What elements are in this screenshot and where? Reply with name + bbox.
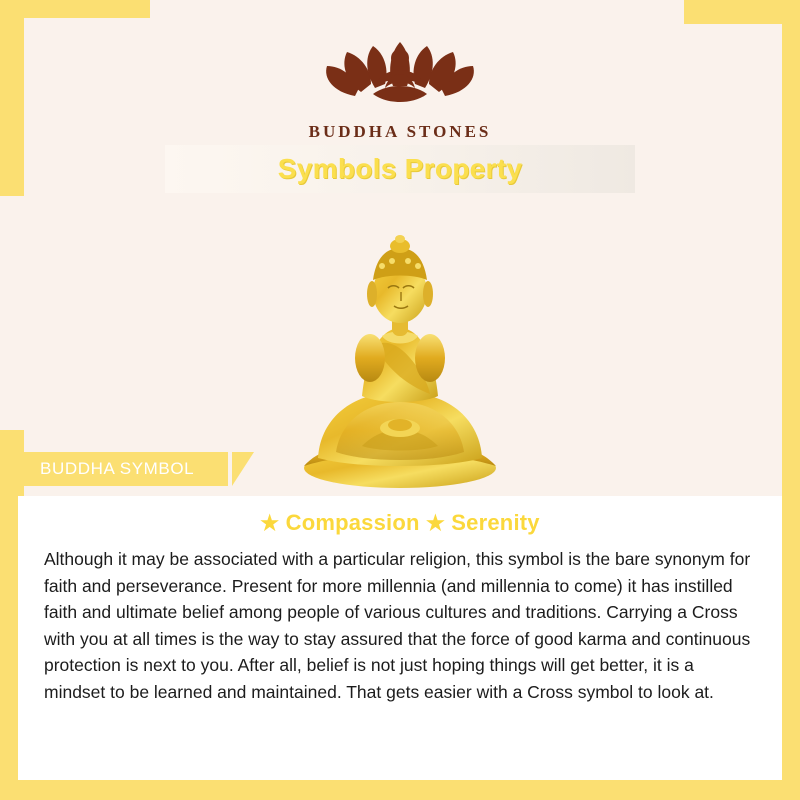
title-band	[165, 145, 635, 193]
content-card	[18, 496, 782, 780]
section-ribbon	[18, 452, 228, 486]
decor-bottom-strip	[18, 780, 800, 800]
golden-seated-buddha-illustration	[270, 196, 530, 496]
decor-top-right-strip	[684, 0, 782, 24]
star-icon-middle: ★	[425, 512, 445, 535]
brand-name: BUDDHA STONES	[308, 122, 492, 141]
hero-image	[0, 196, 800, 496]
section-ribbon-tail	[232, 452, 254, 486]
attribute-one: Compassion	[285, 510, 420, 535]
page-title: Symbols Property	[277, 153, 523, 184]
decor-top-left-strip	[0, 0, 150, 18]
section-ribbon-label: BUDDHA SYMBOL	[40, 459, 195, 478]
attributes-subtitle	[18, 510, 782, 536]
lotus-meditation-figure-icon	[315, 22, 485, 118]
brand-header	[0, 22, 800, 142]
description-paragraph: Although it may be associated with a particular religion, this symbol is the bare synonym for faith and perseverance. Present for more millennia (and millennia to come) it has instilled faith and ultimate belief among people of various cultures and traditions. Carrying a Cross with you at all times is the way to stay assured that the force of good karma and continuous protection is next to you. After all, belief is not just hoping things will get better, it is a mindset to be learned and maintained. That gets easier with a Cross symbol to look at.	[44, 549, 751, 702]
attribute-two: Serenity	[451, 510, 540, 535]
star-icon-left: ★	[260, 512, 280, 535]
